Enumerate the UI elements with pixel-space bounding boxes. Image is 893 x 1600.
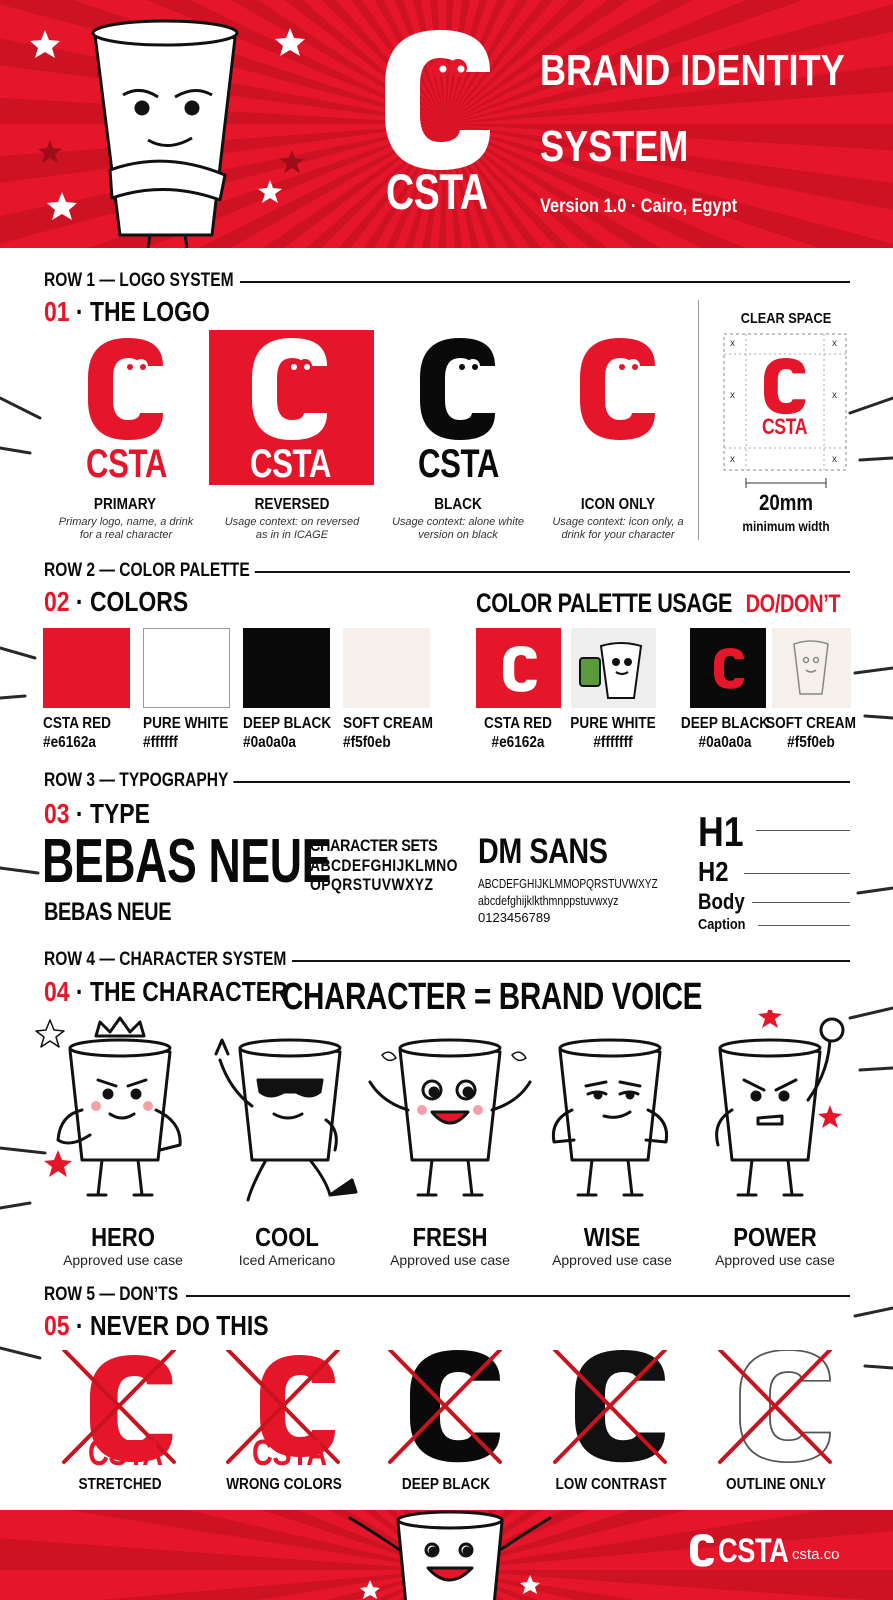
- row1-title: [44, 296, 210, 328]
- hierarchy-h1: H1: [698, 808, 744, 855]
- row4-title: [44, 976, 288, 1008]
- donts-examples: [50, 1350, 850, 1470]
- character-power-name: POWER: [733, 1222, 817, 1252]
- logo-black: [420, 338, 495, 440]
- row2-title: [44, 586, 188, 618]
- row4-title-text: · THE CHARACTER: [75, 976, 288, 1007]
- header-title-line2: SYSTEM: [540, 122, 689, 171]
- clear-space-size: 20mm: [758, 490, 814, 515]
- logo-icon-label: ICON ONLY: [580, 496, 656, 513]
- usage-label-white: PURE WHITE #fffffff: [570, 715, 656, 751]
- font2-lowercase: abcdefghijklkthmnppstuvwxyz: [478, 893, 619, 908]
- hierarchy-caption-line: [758, 925, 850, 926]
- logo-reversed-caption: Usage context: on reversed as in in ICAGE: [224, 516, 360, 541]
- character-fresh-name: FRESH: [412, 1222, 488, 1252]
- cup-fresh-happy-icon: [370, 1040, 530, 1195]
- character-power-caption: Approved use case: [715, 1252, 835, 1268]
- character-lineup: [30, 1010, 870, 1220]
- charset-title: CHARACTER SETS: [310, 836, 438, 855]
- hierarchy-h1-line: [756, 830, 850, 831]
- dont-outline-only-label: OUTLINE ONLY: [725, 1476, 826, 1493]
- usage-tiles: [476, 628, 851, 708]
- svg-text:x: x: [832, 390, 837, 401]
- hierarchy-body-line: [752, 902, 850, 903]
- usage-dodont: DO/DON’T: [745, 590, 841, 618]
- swatch-label-red: CSTA RED #e6162a: [43, 715, 111, 751]
- row3-number: 03: [44, 798, 70, 829]
- footer-logo-text: CSTA: [718, 1532, 789, 1570]
- logo-black-caption: Usage context: alone white version on black: [391, 516, 525, 541]
- row5-title: [44, 1310, 269, 1342]
- font1-specimen-large: BEBAS NEUE: [42, 827, 332, 896]
- clear-space-diagram: [722, 332, 848, 472]
- row1-title-text: · THE LOGO: [75, 296, 210, 327]
- measure-line: [744, 478, 828, 488]
- row3-label: ROW 3 — TYPOGRAPHY: [44, 770, 233, 792]
- row2-label: ROW 2 — COLOR PALETTE: [44, 560, 255, 582]
- usage-title: [476, 588, 840, 619]
- logo-black-text: CSTA: [418, 442, 500, 486]
- row2-number: 02: [44, 586, 70, 617]
- footer-url[interactable]: csta.co: [792, 1546, 840, 1563]
- swatch-deep-black: [243, 628, 330, 708]
- character-fresh-caption: Approved use case: [390, 1252, 510, 1268]
- row4-number: 04: [44, 976, 70, 1007]
- clear-space-size-caption: minimum width: [742, 518, 830, 534]
- row1-divider: [240, 281, 850, 283]
- dont-wrong-colors-label: WRONG COLORS: [226, 1476, 342, 1493]
- row5-title-text: · NEVER DO THIS: [75, 1310, 269, 1341]
- svg-text:x: x: [730, 454, 735, 465]
- character-hero-caption: Approved use case: [63, 1252, 183, 1268]
- character-headline: CHARACTER = BRAND VOICE: [282, 976, 703, 1018]
- row1-label: ROW 1 — LOGO SYSTEM: [44, 270, 238, 292]
- svg-text:x: x: [832, 338, 837, 349]
- clear-space-logo-text: CSTA: [762, 414, 808, 439]
- hierarchy-body: Body: [698, 889, 745, 914]
- usage-label-black: DEEP BLACK #0a0a0a: [680, 715, 770, 751]
- swatch-label-cream: SOFT CREAM #f5f0eb: [343, 715, 433, 751]
- font2-name: DM SANS: [478, 832, 608, 871]
- cup-mascot-arms-crossed-icon: [93, 21, 237, 248]
- character-wise-caption: Approved use case: [552, 1252, 672, 1268]
- cup-cool-sunglasses-icon: [216, 1040, 356, 1200]
- logo-primary-label: PRIMARY: [93, 496, 157, 513]
- font2-digits: 0123456789: [478, 910, 551, 925]
- row4-divider: [292, 960, 850, 962]
- cup-power-fist-icon: [717, 1019, 843, 1195]
- logo-icon-caption: Usage context: icon only, a drink for your character: [552, 516, 684, 541]
- row3-divider: [232, 781, 850, 783]
- row4-label: ROW 4 — CHARACTER SYSTEM: [44, 949, 291, 971]
- row5-number: 05: [44, 1310, 70, 1341]
- hierarchy-h2-line: [744, 873, 850, 874]
- row3-title-text: · TYPE: [75, 798, 150, 829]
- logo-primary-text: CSTA: [86, 442, 168, 486]
- row3-title: [44, 798, 150, 830]
- usage-label-cream: SOFT CREAM #f5f0eb: [766, 715, 856, 751]
- row2-title-text: · COLORS: [75, 586, 189, 617]
- logo-primary: [88, 338, 163, 440]
- clear-space-divider: [698, 300, 699, 540]
- character-hero-name: HERO: [91, 1222, 155, 1252]
- dont-low-contrast-label: LOW CONTRAST: [555, 1476, 667, 1493]
- row2-divider: [250, 571, 850, 573]
- swatch-csta-red: [43, 628, 130, 708]
- cup-hero-crown-icon: [58, 1018, 180, 1195]
- header-title-line1: BRAND IDENTITY: [540, 46, 845, 95]
- svg-text:x: x: [730, 338, 735, 349]
- swatch-soft-cream: [343, 628, 430, 708]
- dont-deep-black-label: DEEP BLACK: [401, 1476, 491, 1493]
- dont-stretched-text: CSTA: [88, 1432, 163, 1473]
- font2-uppercase: ABCDEFGHIJKLMMOPQRSTUVWXYZ: [478, 876, 658, 891]
- header-logo-text: CSTA: [386, 164, 488, 220]
- character-wise-name: WISE: [583, 1222, 641, 1252]
- logo-black-label: BLACK: [434, 496, 482, 513]
- header-subtitle: Version 1.0 · Cairo, Egypt: [540, 196, 738, 217]
- logo-reversed-text: CSTA: [250, 442, 332, 486]
- dont-stretched-label: STRETCHED: [78, 1476, 162, 1493]
- swatch-pure-white: [143, 628, 230, 708]
- header-banner: [0, 0, 893, 248]
- usage-label-red: CSTA RED #e6162a: [484, 715, 552, 751]
- swatch-label-black: DEEP BLACK #0a0a0a: [243, 715, 332, 751]
- row1-number: 01: [44, 296, 70, 327]
- hierarchy-caption: Caption: [698, 916, 746, 933]
- font1-specimen-small: BEBAS NEUE: [44, 898, 172, 926]
- logo-reversed-label: REVERSED: [254, 496, 330, 513]
- charset-line2: OPQRSTUVWXYZ: [310, 875, 434, 894]
- usage-title-text: COLOR PALETTE USAGE: [476, 588, 733, 618]
- swatch-label-white: PURE WHITE #ffffff: [143, 715, 229, 751]
- footer-banner: [0, 1510, 893, 1600]
- character-cool-name: COOL: [255, 1222, 319, 1252]
- logo-icon-only: [580, 338, 655, 440]
- cup-wise-smirk-icon: [553, 1040, 666, 1195]
- charset-line1: ABCDEFGHIJKLMNO: [310, 856, 458, 875]
- dont-wrong-colors-text: CSTA: [252, 1432, 327, 1473]
- row5-divider: [186, 1295, 850, 1297]
- character-cool-caption: Iced Americano: [238, 1252, 336, 1268]
- hierarchy-h2: H2: [698, 856, 729, 887]
- svg-text:x: x: [730, 390, 735, 401]
- row5-label: ROW 5 — DON’TS: [44, 1284, 183, 1306]
- logo-primary-caption: Primary logo, name, a drink for a real character: [58, 516, 194, 541]
- svg-text:x: x: [832, 454, 837, 465]
- clear-space-title: CLEAR SPACE: [740, 310, 832, 327]
